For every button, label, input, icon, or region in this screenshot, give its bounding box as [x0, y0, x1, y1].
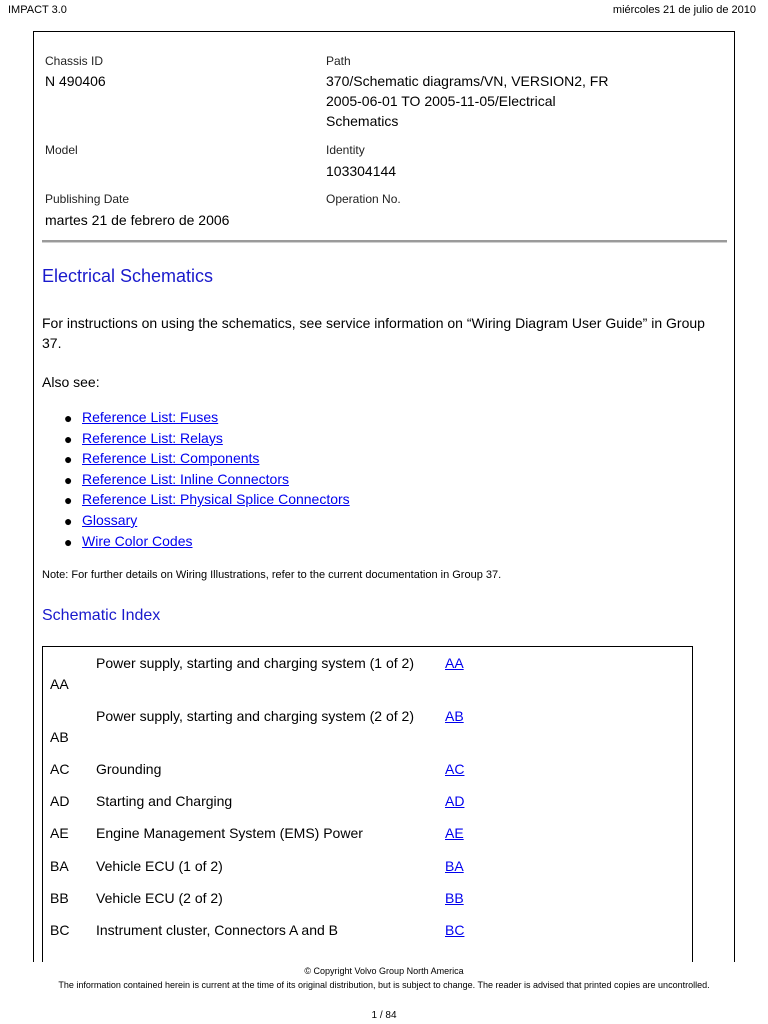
- section-divider: [42, 240, 727, 243]
- page-header: [8, 4, 756, 18]
- document-frame: [33, 31, 735, 962]
- link-wire-color-codes[interactable]: Wire Color Codes: [82, 532, 193, 549]
- link-glossary[interactable]: Glossary: [82, 511, 138, 528]
- note-text: Note: For further details on Wiring Illustrations, refer to the current documentation in Group 37.: [42, 569, 502, 581]
- row-description: Instrument cluster, Connectors A and B: [96, 922, 339, 938]
- publishing-date-value: martes 21 de febrero de 2006: [45, 212, 230, 228]
- row-code: AD: [50, 793, 70, 809]
- row-link[interactable]: AE: [445, 825, 464, 841]
- row-link[interactable]: AB: [445, 708, 464, 724]
- row-description: Grounding: [96, 761, 162, 777]
- schematic-index-title: Schematic Index: [42, 607, 161, 624]
- intro-paragraph: For instructions on using the schematics, see service information on “Wiring Diagram User Guide” in Group 37.: [42, 315, 705, 351]
- row-code: AC: [50, 761, 70, 777]
- row-code: AA: [50, 676, 69, 692]
- link-relays[interactable]: Reference List: Relays: [82, 429, 223, 446]
- row-description: Starting and Charging: [96, 793, 233, 809]
- row-code: AB: [50, 729, 69, 745]
- row-link[interactable]: BC: [445, 922, 465, 938]
- publishing-date-label: Publishing Date: [45, 192, 130, 206]
- row-code: BA: [50, 858, 69, 874]
- bullet-icon: ●: [64, 533, 73, 550]
- reference-links-list: [64, 407, 350, 551]
- row-link[interactable]: BB: [445, 890, 464, 906]
- identity-label: Identity: [326, 143, 365, 157]
- list-item: [64, 469, 350, 490]
- link-fuses[interactable]: Reference List: Fuses: [82, 409, 219, 425]
- list-item: [64, 428, 350, 449]
- chassis-id-value: N 490406: [45, 73, 106, 89]
- bullet-icon: ●: [64, 471, 73, 488]
- row-description: Power supply, starting and charging system (1 of 2): [96, 655, 415, 671]
- list-item: [64, 407, 350, 428]
- table-row: [43, 706, 692, 748]
- link-inline-connectors[interactable]: Reference List: Inline Connectors: [82, 470, 289, 487]
- row-code: BC: [50, 922, 70, 938]
- list-item: [64, 489, 350, 510]
- print-date: miércoles 21 de julio de 2010: [612, 4, 756, 16]
- path-value: 370/Schematic diagrams/VN, VERSION2, FR 2005-06-01 TO 2005-11-05/Electrical Schematics: [326, 73, 609, 129]
- list-item: [64, 448, 350, 469]
- schematic-index-table: [42, 646, 693, 962]
- row-link[interactable]: BA: [445, 858, 464, 874]
- bullet-icon: ●: [64, 430, 73, 447]
- row-link[interactable]: AA: [445, 655, 464, 671]
- row-link[interactable]: AD: [445, 793, 465, 809]
- model-label: Model: [45, 143, 78, 157]
- chassis-id-label: Chassis ID: [45, 54, 104, 68]
- bullet-icon: ●: [64, 451, 73, 468]
- footer-disclaimer: The information contained herein is current at the time of its original distribution, but is subject to change. The reader is advised that printed copies are uncontrolled.: [58, 980, 710, 990]
- page-title: Electrical Schematics: [42, 266, 214, 286]
- row-description: Engine Management System (EMS) Power: [96, 825, 363, 841]
- also-see-label: Also see:: [42, 374, 100, 390]
- page-number: 1 / 84: [371, 1010, 397, 1021]
- bullet-icon: ●: [64, 410, 73, 426]
- footer-copyright: © Copyright Volvo Group North America: [304, 966, 464, 976]
- bullet-icon: ●: [64, 512, 73, 529]
- identity-value: 103304144: [326, 163, 397, 179]
- link-components[interactable]: Reference List: Components: [82, 450, 260, 467]
- row-description: Vehicle ECU (2 of 2): [96, 890, 223, 906]
- row-link[interactable]: AC: [445, 761, 465, 777]
- row-description: Power supply, starting and charging system (2 of 2): [96, 708, 415, 724]
- list-item: [64, 510, 350, 531]
- list-item: [64, 531, 350, 552]
- app-name: IMPACT 3.0: [8, 4, 67, 16]
- operation-no-label: Operation No.: [326, 192, 401, 206]
- link-physical-splice-connectors[interactable]: Reference List: Physical Splice Connectors: [82, 491, 350, 508]
- row-description: Vehicle ECU (1 of 2): [96, 858, 223, 874]
- row-code: BB: [50, 890, 69, 906]
- bullet-icon: ●: [64, 492, 73, 509]
- path-label: Path: [326, 54, 351, 68]
- table-row: [43, 653, 692, 695]
- row-code: AE: [50, 825, 69, 841]
